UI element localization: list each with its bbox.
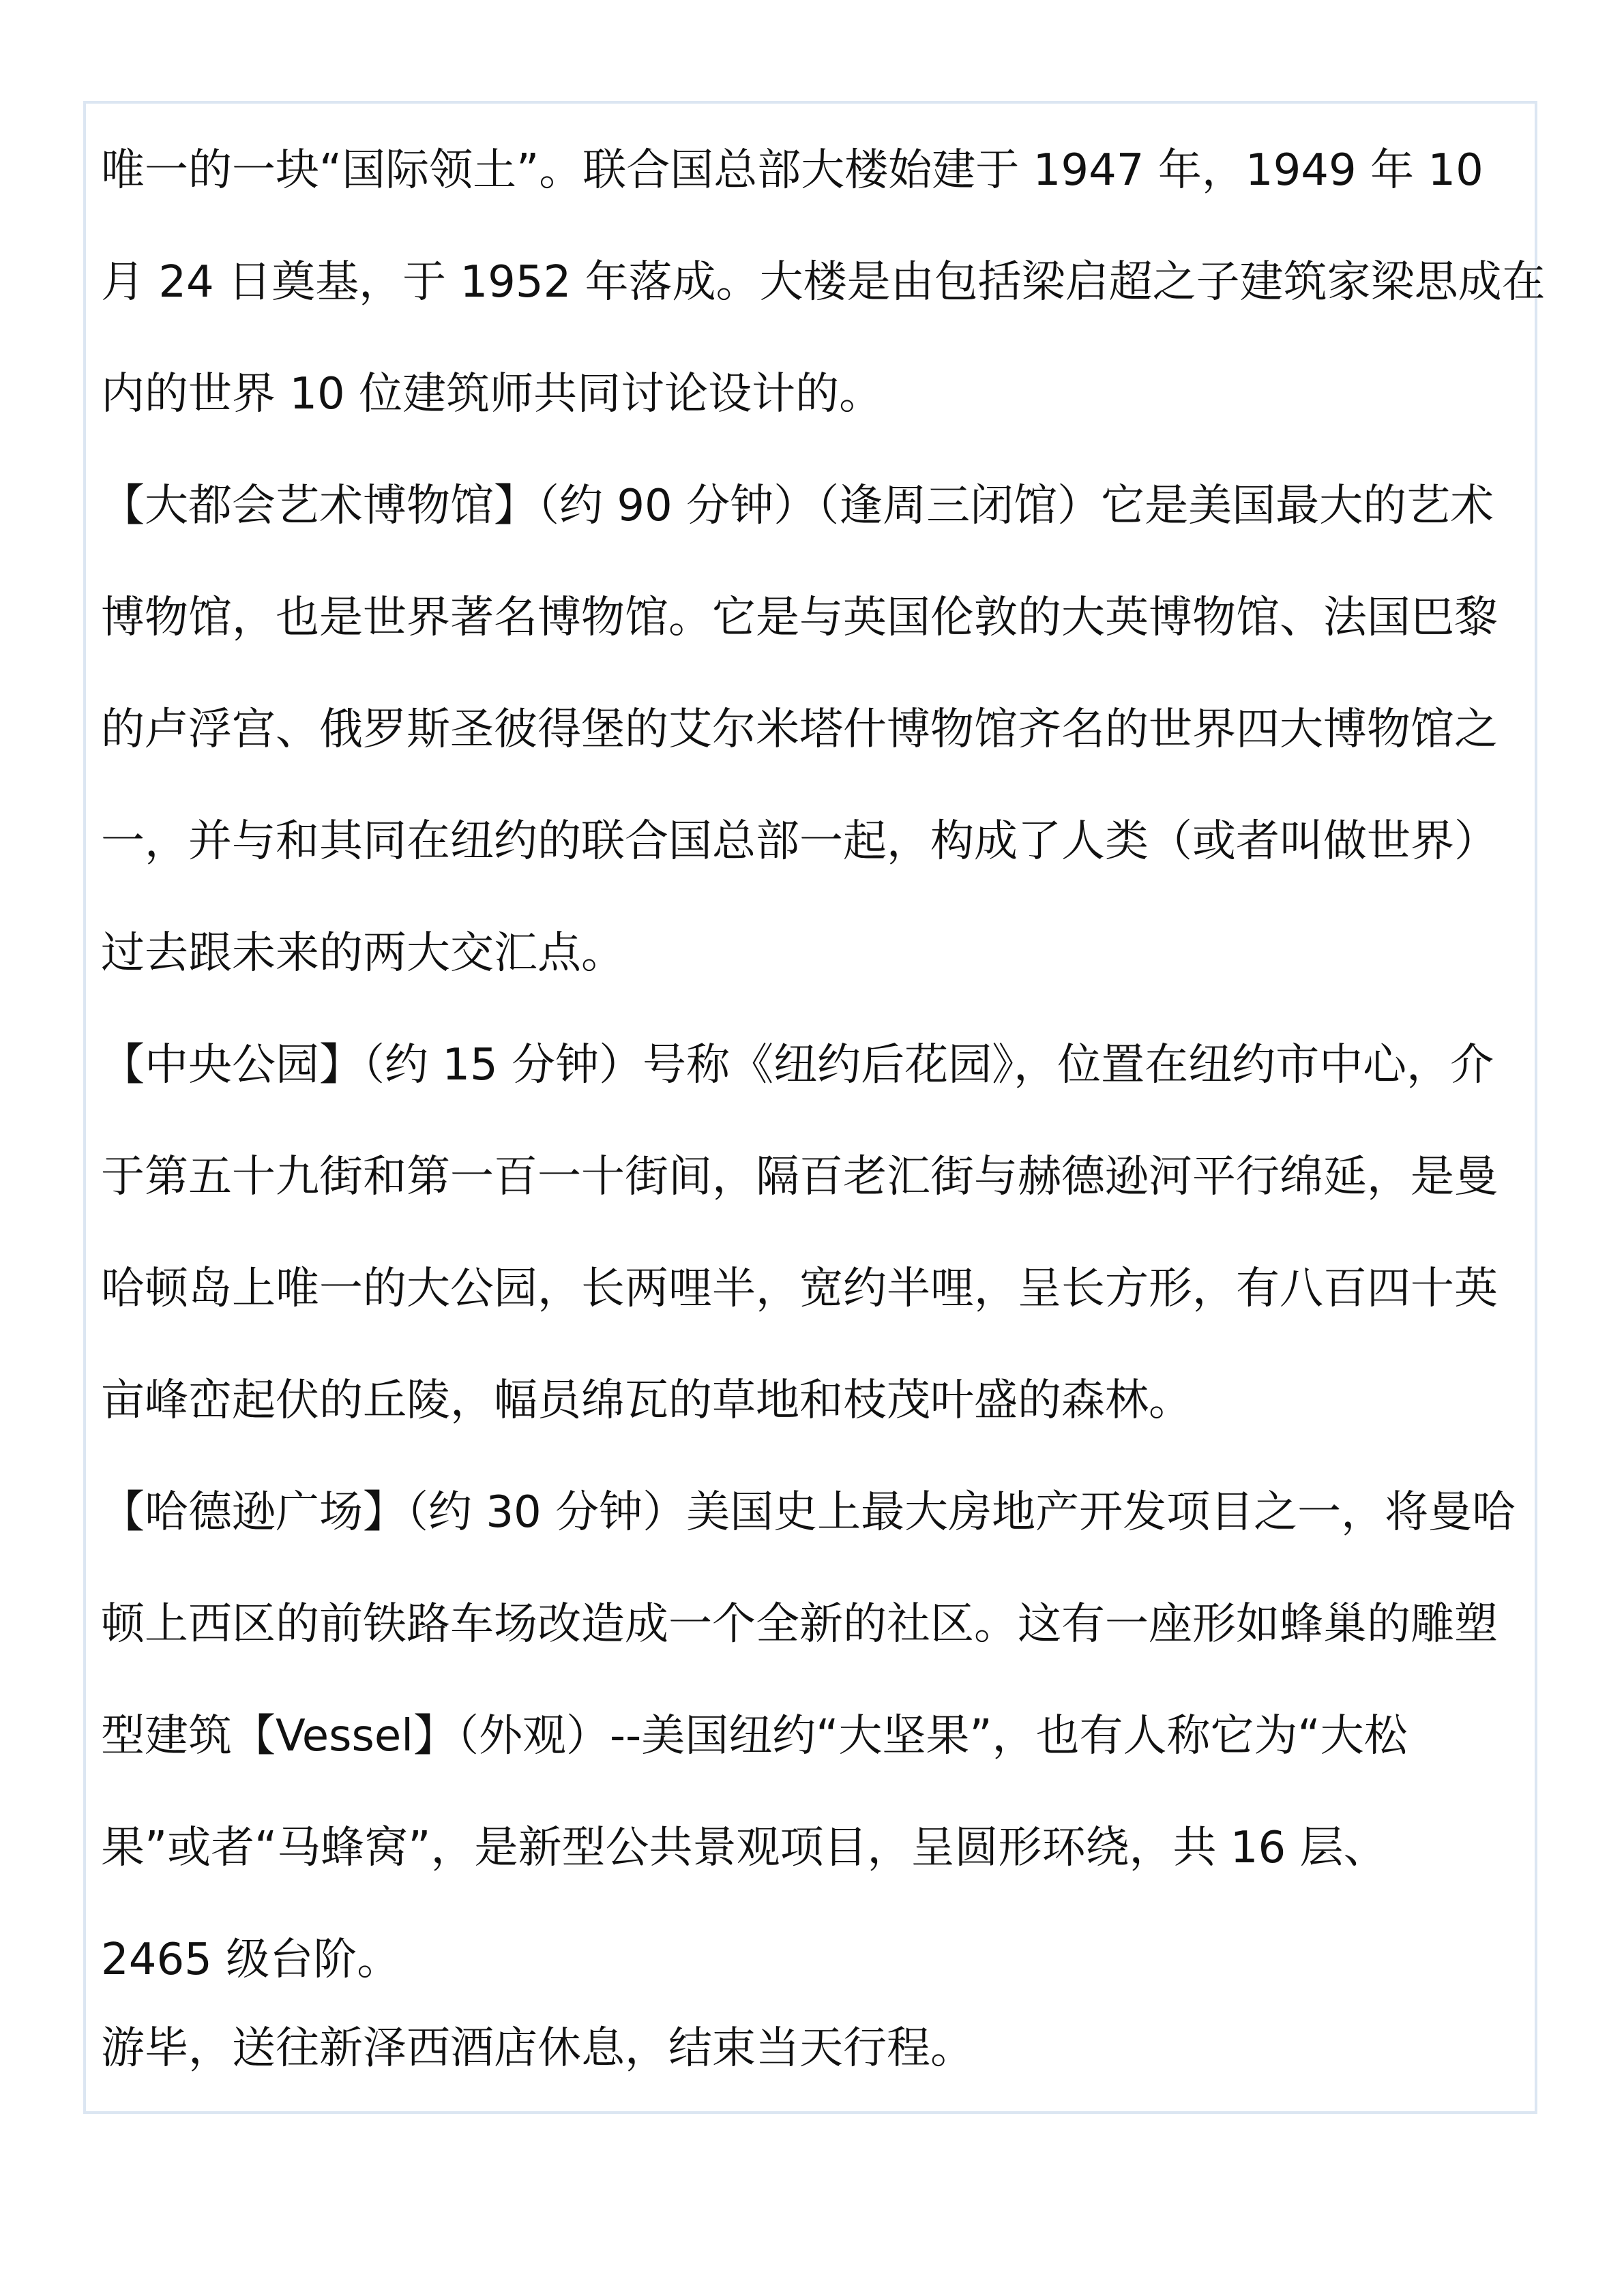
text-line: 内的世界 10 位建筑师共同讨论设计的。 — [101, 369, 883, 419]
text-line: 唯一的一块“国际领土”。联合国总部大楼始建于 1947 年，1949 年 10 — [101, 145, 1483, 196]
text-line: 于第五十九街和第一百一十街间，隔百老汇街与赫德逊河平行绵延，是曼 — [101, 1152, 1498, 1202]
section-heading-hudson-yards: 【哈德逊广场】（约 30 分钟）美国史上最大房地产开发项目之一，将曼哈 — [101, 1487, 1516, 1538]
section-heading-met-museum: 【大都会艺术博物馆】（约 90 分钟）（逢周三闭馆）它是美国最大的艺术 — [101, 481, 1494, 531]
text-line: 一，并与和其同在纽约的联合国总部一起，构成了人类（或者叫做世界） — [101, 816, 1498, 867]
text-line: 哈顿岛上唯一的大公园，长两哩半，宽约半哩，呈长方形，有八百四十英 — [101, 1264, 1498, 1314]
text-box-frame — [83, 101, 1546, 2114]
text-line: 果”或者“马蜂窝”，是新型公共景观项目，呈圆形环绕，共 16 层、 — [101, 1823, 1387, 1873]
text-line: 亩峰峦起伏的丘陵，幅员绵瓦的草地和枝茂叶盛的森林。 — [101, 1375, 1192, 1426]
text-line: 月 24 日奠基，于 1952 年落成。大楼是由包括梁启超之子建筑家梁思成在 — [101, 257, 1546, 308]
text-line: 顿上西区的前铁路车场改造成一个全新的社区。这有一座形如蜂巢的雕塑 — [101, 1599, 1498, 1650]
text-line: 型建筑【Vessel】（外观）--美国纽约“大坚果”，也有人称它为“大松 — [101, 1711, 1408, 1761]
text-line: 博物馆，也是世界著名博物馆。它是与英国伦敦的大英博物馆、法国巴黎 — [101, 593, 1498, 643]
text-line: 过去跟未来的两大交汇点。 — [101, 928, 625, 979]
closing-line: 游毕，送往新泽西酒店休息，结束当天行程。 — [101, 2023, 974, 2074]
text-line: 2465 级台阶。 — [101, 1935, 401, 1985]
text-line: 的卢浮宫、俄罗斯圣彼得堡的艾尔米塔什博物馆齐名的世界四大博物馆之 — [101, 704, 1498, 755]
section-heading-central-park: 【中央公园】（约 15 分钟）号称《纽约后花园》，位置在纽约市中心，介 — [101, 1040, 1494, 1090]
